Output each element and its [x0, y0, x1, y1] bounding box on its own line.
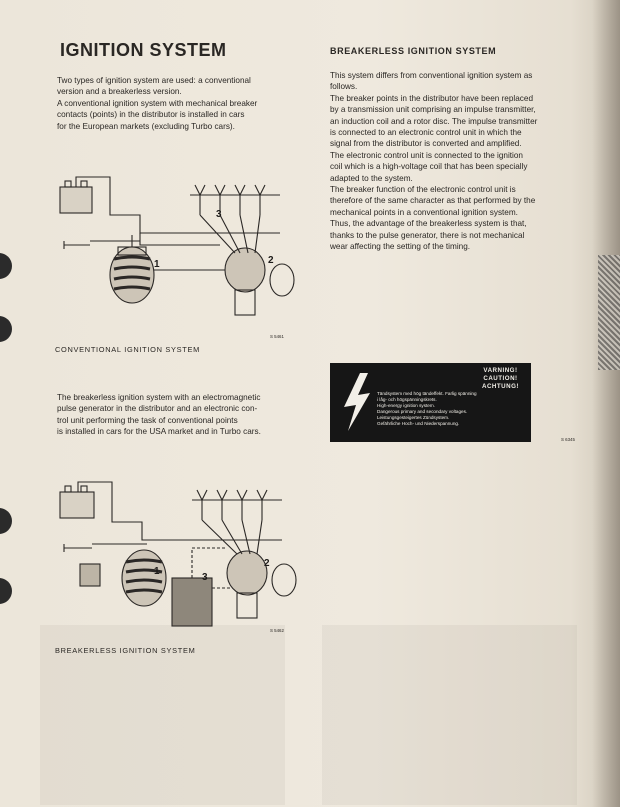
distributor-icon — [225, 248, 265, 292]
text-line: The breakerless ignition system with an electromagnetic — [57, 393, 261, 402]
warning-line: Tändsystem med hög tändeffekt. Farlig spänning — [377, 391, 477, 396]
warning-headings — [482, 367, 519, 391]
warning-heading: VARNING! — [483, 367, 518, 374]
callout-1: 1 — [154, 566, 160, 577]
breakerless-description — [330, 70, 537, 253]
figure-code: S 5461 — [270, 334, 284, 339]
text-line: an induction coil and a rotor disc. The impulse transmitter — [330, 116, 538, 126]
text-line: The breaker function of the electronic control unit is — [330, 185, 516, 195]
text-line: Thus, the advantage of the breakerless system is that, — [330, 219, 527, 229]
binder-hole — [0, 253, 12, 279]
page-edge-shadow — [592, 0, 620, 807]
text-line: is installed in cars for the USA market and in Turbo cars. — [57, 427, 261, 437]
intro-paragraph — [57, 75, 257, 132]
resistor-icon — [80, 564, 100, 586]
figure-code: S 6345 — [561, 437, 575, 442]
text-line: signal from the distributor is converted and amplified. — [330, 139, 522, 149]
page-title: IGNITION SYSTEM — [60, 40, 227, 60]
binder-hole — [0, 316, 12, 342]
battery-icon — [60, 492, 94, 518]
breakerless-ignition-diagram — [52, 478, 302, 633]
text-line: follows. — [330, 82, 358, 92]
text-line: pulse generator in the distributor and an electronic con- — [57, 404, 258, 414]
spark-plug-icon — [197, 490, 267, 500]
warning-line: Leistungsgesteigertes Zündsystem. — [377, 415, 450, 421]
text-line: coil which is a high-voltage coil that has been specially — [330, 162, 528, 172]
warning-label — [330, 363, 531, 442]
binder-hole — [0, 508, 12, 534]
section-title: BREAKERLESS IGNITION SYSTEM — [330, 46, 497, 56]
warning-heading: ACHTUNG! — [482, 383, 519, 390]
lightning-bolt-icon — [336, 369, 380, 435]
bleed-through-area — [322, 625, 577, 805]
text-line: trol unit performing the task of conventional points — [57, 415, 238, 425]
figure-caption: BREAKERLESS IGNITION SYSTEM — [55, 646, 196, 655]
callout-3: 3 — [202, 572, 208, 583]
distributor-icon — [227, 551, 267, 595]
spark-plug-icon — [195, 185, 265, 195]
callout-3: 3 — [216, 209, 222, 220]
figure-code: S 5462 — [270, 628, 284, 633]
text-line: is connected to an electronic control unit in which the — [330, 128, 522, 138]
text-line: adapted to the system. — [330, 173, 413, 183]
binder-hole — [0, 578, 12, 604]
warning-text — [377, 391, 477, 428]
control-unit-icon — [172, 578, 212, 626]
text-line: The electronic control unit is connected to the ignition — [330, 150, 523, 160]
text-line: wear affecting the setting of the timing. — [330, 242, 471, 252]
binding-strip — [598, 255, 620, 370]
warning-heading: CAUTION! — [483, 375, 518, 382]
warning-line: Dangerous primary and secondary voltages. — [377, 409, 468, 415]
callout-2: 2 — [264, 558, 270, 569]
warning-line: High-energy ignition system. — [377, 403, 435, 409]
callout-2: 2 — [268, 255, 274, 266]
text-line: Two types of ignition system are used: a conventional — [57, 76, 251, 85]
ignition-coil-icon — [122, 550, 166, 606]
callout-1: 1 — [154, 259, 160, 270]
conventional-ignition-diagram — [50, 175, 300, 335]
text-line: for the European markets (excluding Turbo cars). — [57, 121, 235, 131]
text-line: The breaker points in the distributor have been replaced — [330, 93, 533, 103]
warning-line: Gefährliche Hoch- und Niederspannung. — [377, 421, 460, 427]
text-line: This system differs from conventional ignition system as — [330, 71, 533, 80]
text-line: therefore of the same character as that performed by the — [330, 196, 536, 206]
breakerless-paragraph — [57, 392, 261, 438]
text-line: by a transmission unit comprising an impulse transmitter, — [330, 105, 536, 115]
figure-caption: CONVENTIONAL IGNITION SYSTEM — [55, 345, 200, 354]
text-line: contacts (points) in the distributor is installed in cars — [57, 110, 245, 120]
text-line: A conventional ignition system with mechanical breaker — [57, 98, 258, 108]
text-line: thanks to the pulse generator, there is not mechanical — [330, 230, 525, 240]
text-line: mechanical points in a conventional ignition system. — [330, 207, 518, 217]
warning-line: i låg- och högspänningskrets. — [377, 397, 437, 403]
battery-icon — [60, 187, 92, 213]
text-line: version and a breakerless version. — [57, 87, 182, 97]
